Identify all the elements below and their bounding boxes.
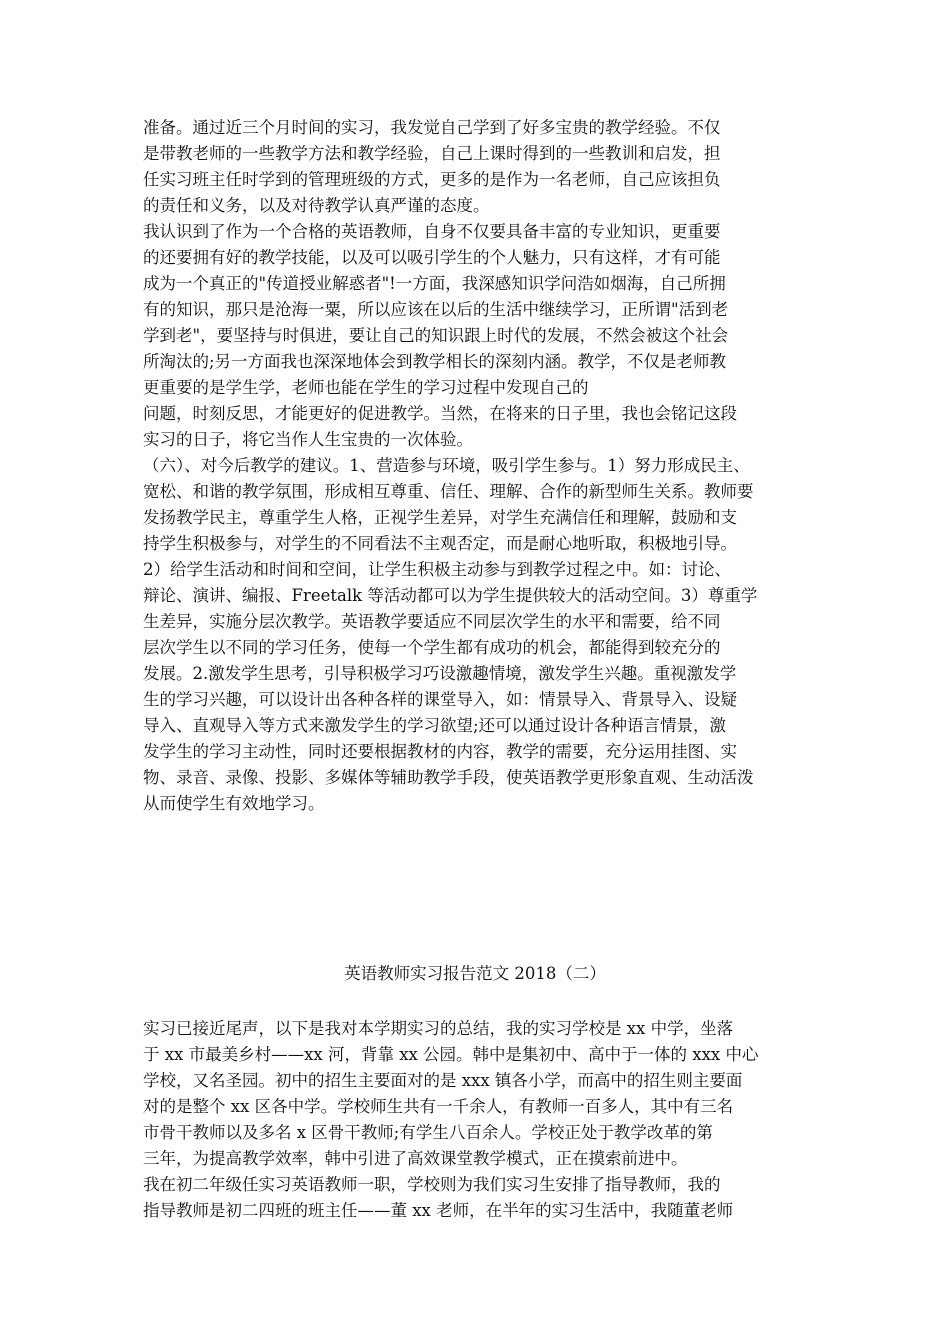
text-line: 生的学习兴趣，可以设计出各种各样的课堂导入，如：情景导入、背景导入、设疑: [143, 690, 737, 709]
text-line: 成为一个真正的"传道授业解惑者"!一方面，我深感知识学问浩如烟海，自己所拥: [143, 274, 726, 293]
text-line: 准备。通过近三个月时间的实习，我发觉自己学到了好多宝贵的教学经验。不仅: [143, 118, 721, 137]
text-line: 发展。2.激发学生思考，引导积极学习巧设激趣情境，激发学生兴趣。重视激发学: [143, 664, 737, 683]
text-line: 辩论、演讲、编报、Freetalk 等活动都可以为学生提供较大的活动空间。3）尊重学: [143, 586, 758, 605]
section-1-text: [143, 115, 808, 817]
text-line: 持学生积极参与，对学生的不同看法不主观否定，而是耐心地听取，积极地引导。: [143, 534, 737, 553]
text-line: 学到老"，要坚持与时俱进，要让自己的知识跟上时代的发展，不然会被这个社会: [143, 326, 729, 345]
text-line: 学校，又名圣园。初中的招生主要面对的是 xxx 镇各小学，而高中的招生则主要面: [143, 1071, 743, 1090]
text-line: 市骨干教师以及多名 x 区骨干教师;有学生八百余人。学校正处于教学改革的第: [143, 1123, 713, 1142]
text-line: 任实习班主任时学到的管理班级的方式，更多的是作为一名老师，自己应该担负: [143, 170, 721, 189]
text-line: 生差异，实施分层次教学。英语教学要适应不同层次学生的水平和需要，给不同: [143, 612, 721, 631]
text-line: 三年，为提高教学效率，韩中引进了高效课堂教学模式，正在摸索前进中。: [143, 1149, 688, 1168]
text-line: 于 xx 市最美乡村——xx 河，背靠 xx 公园。韩中是集初中、高中于一体的 xxx 中心: [143, 1045, 759, 1064]
text-line: 从而使学生有效地学习。: [143, 794, 325, 813]
text-line: 宽松、和谐的教学氛围，形成相互尊重、信任、理解、合作的新型师生关系。教师要: [143, 482, 754, 501]
text-line: （六）、对今后教学的建议。1、营造参与环境，吸引学生参与。1）努力形成民主、: [143, 456, 750, 475]
text-line: 实习的日子，将它当作人生宝贵的一次体验。: [143, 430, 473, 449]
section-2-text: [143, 1016, 808, 1224]
text-line: 实习已接近尾声，以下是我对本学期实习的总结，我的实习学校是 xx 中学，坐落: [143, 1019, 734, 1038]
text-line: 有的知识，那只是沧海一粟，所以应该在以后的生活中继续学习，正所谓"活到老: [143, 300, 729, 319]
text-line: 发扬教学民主，尊重学生人格，正视学生差异，对学生充满信任和理解，鼓励和支: [143, 508, 737, 527]
text-line: 是带教老师的一些教学方法和教学经验，自己上课时得到的一些教训和启发，担: [143, 144, 721, 163]
text-line: 2）给学生活动和时间和空间，让学生积极主动参与到教学过程之中。如：讨论、: [143, 560, 731, 579]
text-line: 指导教师是初二四班的班主任——董 xx 老师，在半年的实习生活中，我随董老师: [143, 1201, 734, 1220]
text-line: 更重要的是学生学，老师也能在学生的学习过程中发现自己的: [143, 378, 589, 397]
text-line: 的还要拥有好的教学技能，以及可以吸引学生的个人魅力，只有这样，才有可能: [143, 248, 721, 267]
text-line: 我在初二年级任实习英语教师一职，学校则为我们实习生安排了指导教师，我的: [143, 1175, 721, 1194]
document-title: 英语教师实习报告范文 2018（二）: [344, 964, 606, 983]
text-line: 物、录音、录像、投影、多媒体等辅助教学手段，使英语教学更形象直观、生动活泼: [143, 768, 754, 787]
text-line: 对的是整个 xx 区各中学。学校师生共有一千余人，有教师一百多人，其中有三名: [143, 1097, 734, 1116]
text-line: 我认识到了作为一个合格的英语教师，自身不仅要具备丰富的专业知识，更重要: [143, 222, 721, 241]
text-line: 发学生的学习主动性，同时还要根据教材的内容，教学的需要，充分运用挂图、实: [143, 742, 737, 761]
text-line: 层次学生以不同的学习任务，使每一个学生都有成功的机会，都能得到较充分的: [143, 638, 721, 657]
text-line: 的责任和义务，以及对待教学认真严谨的态度。: [143, 196, 490, 215]
text-line: 导入、直观导入等方式来激发学生的学习欲望;还可以通过设计各种语言情景，激: [143, 716, 727, 735]
text-line: 所淘汰的;另一方面我也深深地体会到教学相长的深刻内涵。教学，不仅是老师教: [143, 352, 727, 371]
text-line: 问题，时刻反思，才能更好的促进教学。当然，在将来的日子里，我也会铭记这段: [143, 404, 737, 423]
